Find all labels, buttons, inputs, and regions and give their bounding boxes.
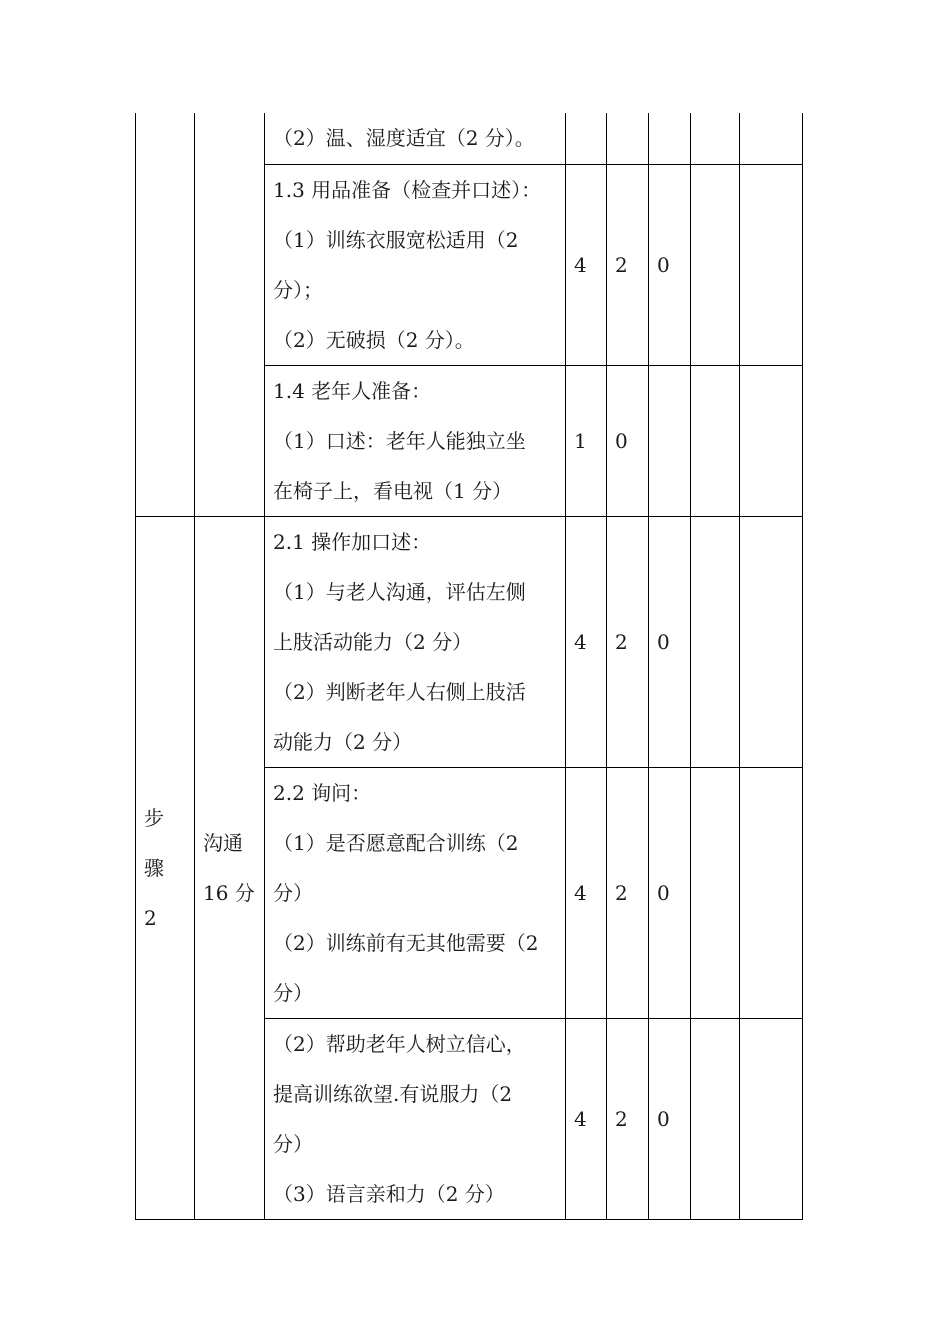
desc-line: （1）口述：老年人能独立坐	[273, 428, 526, 453]
desc-line: （3）语言亲和力（2 分）	[273, 1181, 505, 1206]
item-description	[265, 1018, 566, 1219]
score-partial: 2	[607, 767, 649, 1018]
score-zero	[649, 365, 691, 516]
score-blank	[740, 113, 803, 164]
item-description	[265, 767, 566, 1018]
step-char: 步	[144, 805, 164, 830]
item-description	[265, 365, 566, 516]
table-row	[136, 113, 803, 164]
desc-line: 上肢活动能力（2 分）	[273, 629, 473, 654]
item-description	[265, 164, 566, 365]
score-partial: 2	[607, 1018, 649, 1219]
score-blank	[691, 1018, 740, 1219]
score-full: 4	[566, 516, 607, 767]
desc-line: 在椅子上，看电视（1 分）	[273, 478, 513, 503]
desc-line: 分）	[273, 1131, 313, 1156]
desc-line: （1）是否愿意配合训练（2	[273, 830, 519, 855]
score-zero: 0	[649, 516, 691, 767]
scoring-table	[135, 113, 803, 1220]
desc-line: （2）判断老年人右侧上肢活	[273, 679, 526, 704]
score-blank	[740, 516, 803, 767]
score-blank	[740, 1018, 803, 1219]
score-blank	[691, 767, 740, 1018]
score-full: 4	[566, 767, 607, 1018]
desc-line: 1.4 老年人准备：	[273, 378, 432, 403]
score-full	[566, 113, 607, 164]
desc-line: （1）训练衣服宽松适用（2	[273, 227, 519, 252]
desc-line: 提高训练欲望.有说服力（2	[273, 1081, 513, 1106]
step-cell-empty	[136, 113, 195, 516]
score-blank	[740, 767, 803, 1018]
desc-line: （2）温、湿度适宜（2 分）。	[273, 126, 535, 150]
desc-line: 2.2 询问：	[273, 780, 372, 805]
table-row	[136, 516, 803, 767]
step-char: 2	[144, 905, 157, 930]
category-label	[195, 516, 265, 1219]
score-blank	[691, 365, 740, 516]
score-partial	[607, 113, 649, 164]
item-description	[265, 113, 566, 164]
category-cell-empty	[195, 113, 265, 516]
score-blank	[691, 164, 740, 365]
desc-line: 分）	[273, 880, 313, 905]
desc-line: （2）帮助老年人树立信心，	[273, 1031, 526, 1056]
score-blank	[691, 113, 740, 164]
score-zero: 0	[649, 1018, 691, 1219]
desc-line: 动能力（2 分）	[273, 729, 413, 754]
score-partial: 2	[607, 516, 649, 767]
desc-line: 分）；	[273, 277, 323, 302]
score-blank	[691, 516, 740, 767]
desc-line: （2）无破损（2 分）。	[273, 327, 475, 352]
category-name: 沟通	[203, 830, 243, 855]
desc-line: 分）	[273, 980, 313, 1005]
score-partial: 0	[607, 365, 649, 516]
score-zero	[649, 113, 691, 164]
score-full: 4	[566, 164, 607, 365]
step-label	[136, 516, 195, 1219]
score-full: 1	[566, 365, 607, 516]
score-zero: 0	[649, 767, 691, 1018]
score-blank	[740, 164, 803, 365]
desc-line: （2）训练前有无其他需要（2	[273, 930, 539, 955]
desc-line: 1.3 用品准备（检查并口述）：	[273, 177, 542, 202]
desc-line: （1）与老人沟通，评估左侧	[273, 579, 526, 604]
score-full: 4	[566, 1018, 607, 1219]
step-char: 骤	[144, 855, 164, 880]
score-blank	[740, 365, 803, 516]
category-points: 16 分	[203, 880, 255, 905]
item-description	[265, 516, 566, 767]
score-partial: 2	[607, 164, 649, 365]
score-zero: 0	[649, 164, 691, 365]
desc-line: 2.1 操作加口述：	[273, 529, 432, 554]
